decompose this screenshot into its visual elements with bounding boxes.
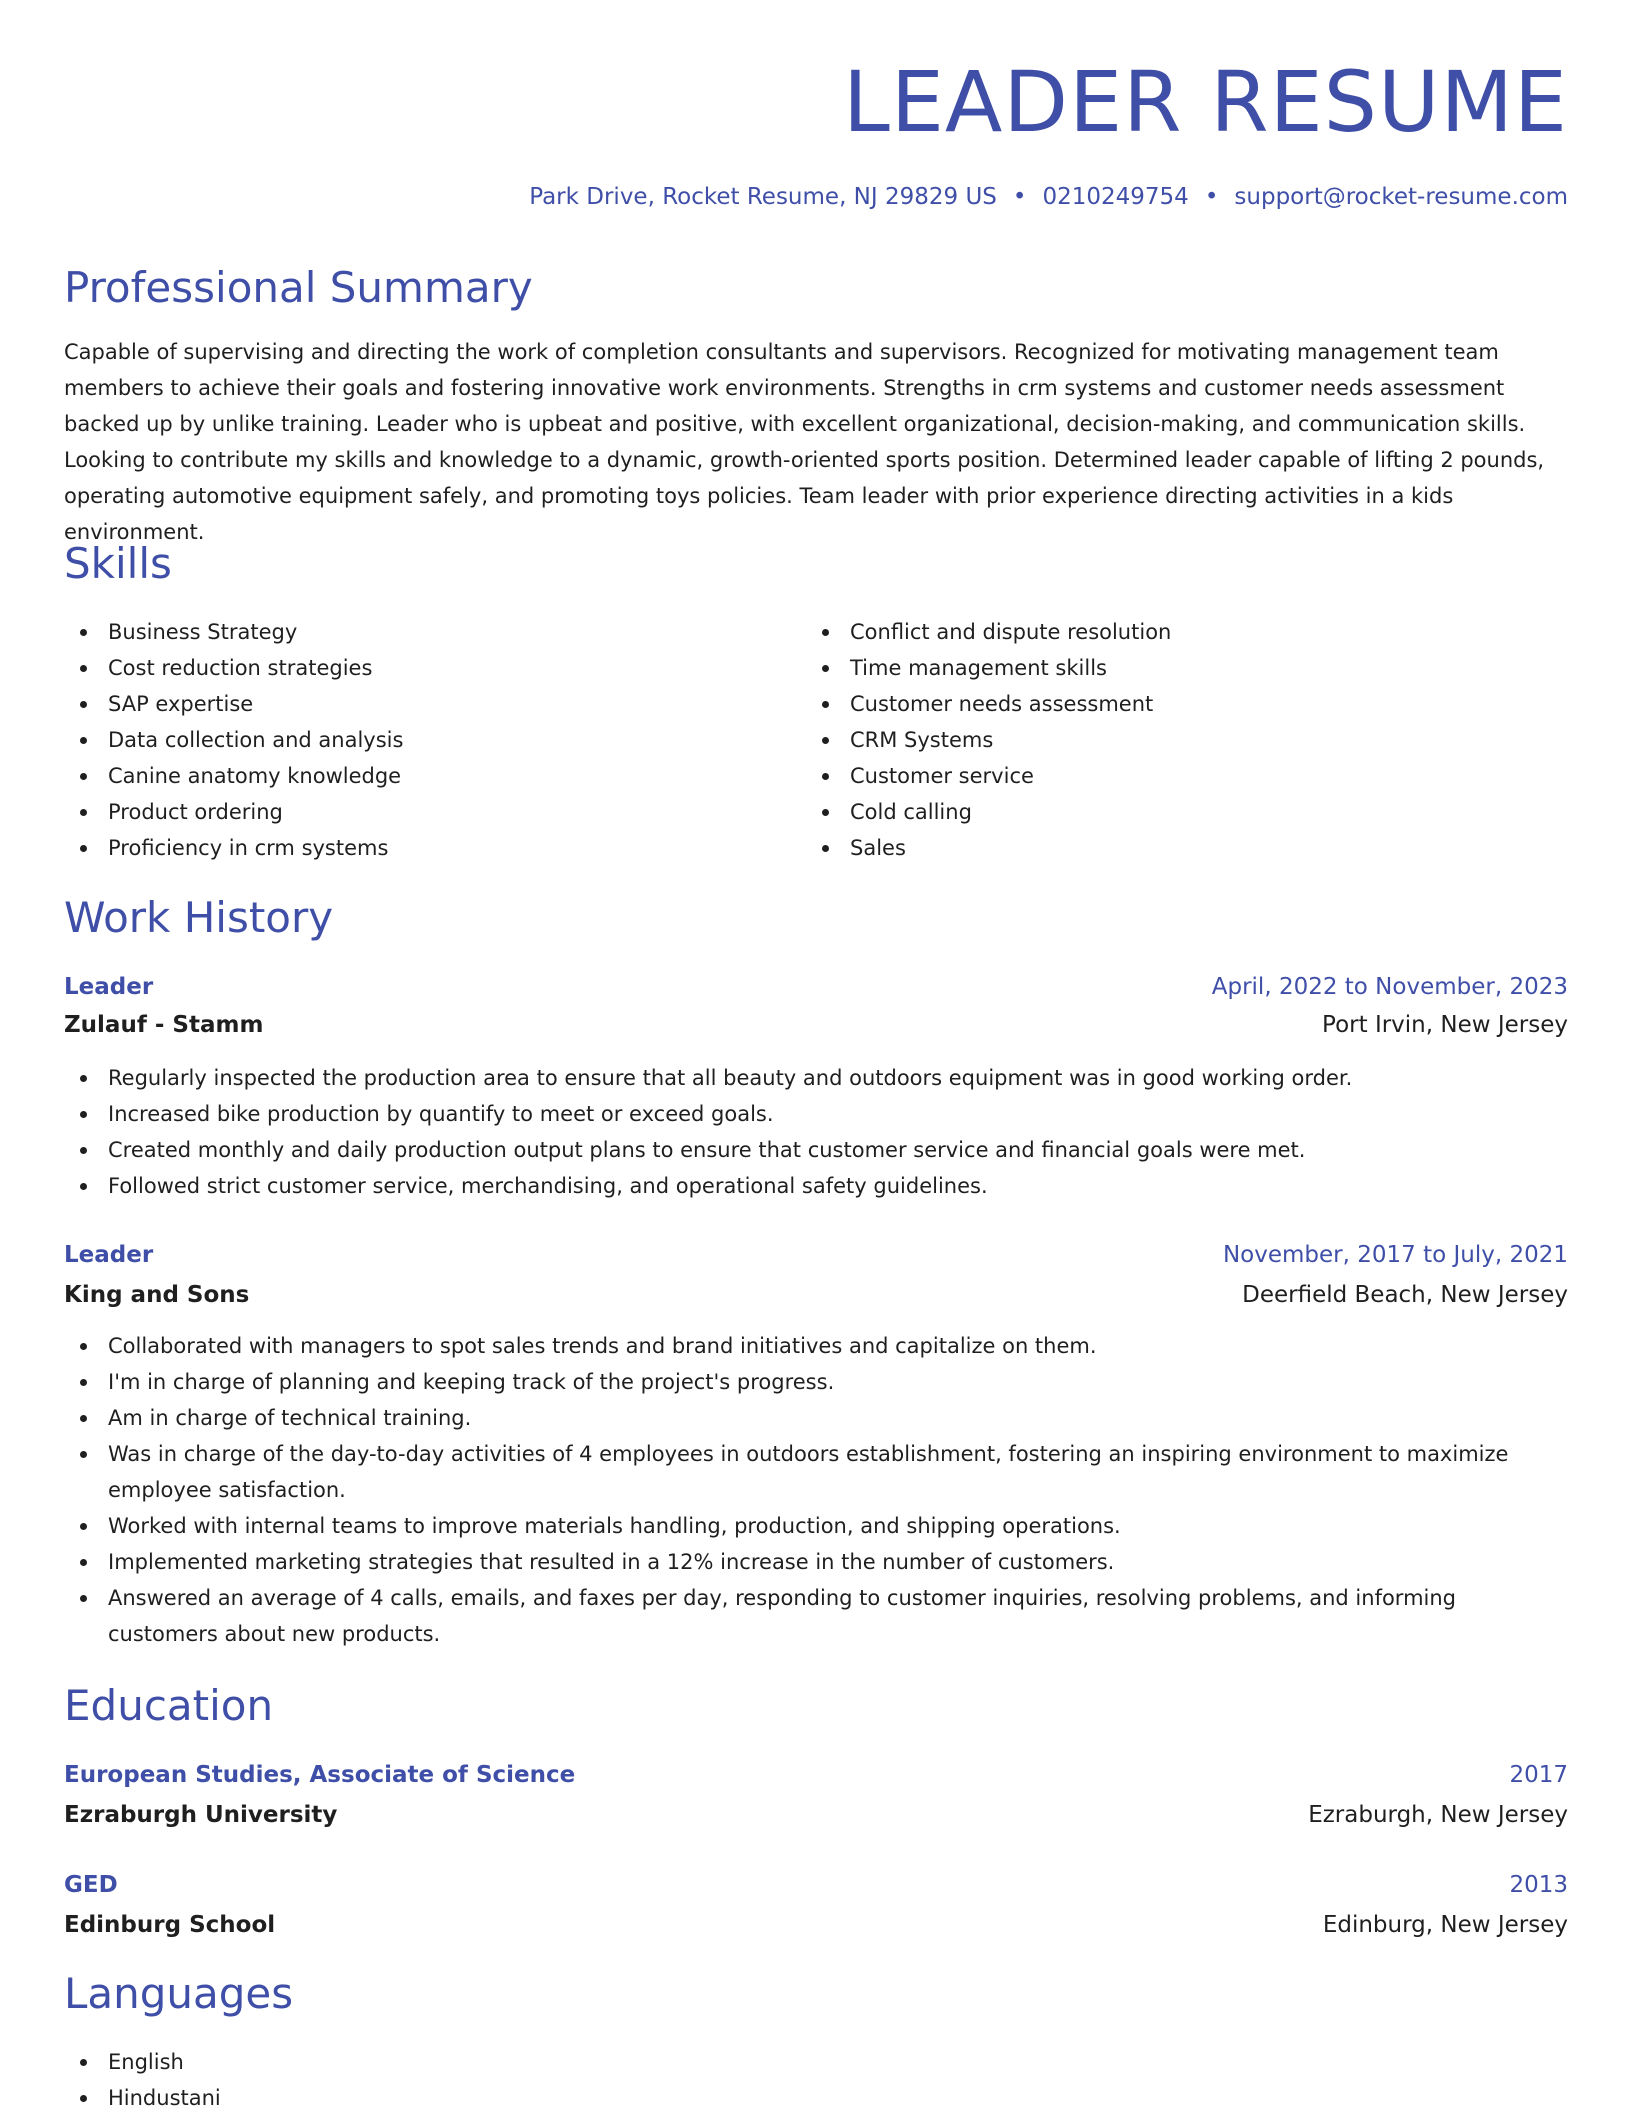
skill-item: Cost reduction strategies — [64, 650, 764, 686]
job-bullet: Created monthly and daily production output plans to ensure that customer service and financial goals were met. — [64, 1132, 1568, 1168]
job-title: Leader — [64, 974, 154, 1000]
job-title: Leader — [64, 1242, 154, 1268]
job-bullet: Am in charge of technical training. — [64, 1400, 1568, 1436]
language-item: English — [64, 2044, 1568, 2080]
education-school: Edinburg School — [64, 1912, 276, 1938]
education-school: Ezraburgh University — [64, 1802, 338, 1828]
summary-heading: Professional Summary — [64, 263, 533, 312]
resume-name: LEADER RESUME — [843, 53, 1568, 151]
job-bullet: Collaborated with managers to spot sales trends and brand initiatives and capitalize on them. — [64, 1328, 1568, 1364]
job-bullet: Answered an average of 4 calls, emails, and faxes per day, responding to customer inquiries, resolving problems, and informing customers about new products. — [64, 1580, 1568, 1652]
contact-email[interactable]: support@rocket-resume.com — [1234, 184, 1568, 210]
contact-phone: 0210249754 — [1042, 184, 1189, 210]
education-year: 2017 — [1509, 1762, 1568, 1788]
education-degree: European Studies, Associate of Science — [64, 1762, 576, 1788]
skill-item: SAP expertise — [64, 686, 764, 722]
job-entry — [64, 1236, 1568, 1652]
education-entry — [64, 1756, 1568, 1834]
education-heading: Education — [64, 1681, 274, 1730]
job-entry — [64, 968, 1568, 1204]
languages-heading: Languages — [64, 1969, 294, 2018]
education-year: 2013 — [1509, 1872, 1568, 1898]
contact-separator: • — [1204, 184, 1219, 210]
education-location: Ezraburgh, New Jersey — [1308, 1802, 1568, 1828]
skill-item: Proficiency in crm systems — [64, 830, 764, 866]
job-bullet: Was in charge of the day-to-day activities of 4 employees in outdoors establishment, fostering an inspiring environment to maximize employee satisfaction. — [64, 1436, 1568, 1508]
skill-item: Time management skills — [806, 650, 1566, 686]
skill-item: Cold calling — [806, 794, 1566, 830]
skill-item: Data collection and analysis — [64, 722, 764, 758]
job-bullet: I'm in charge of planning and keeping track of the project's progress. — [64, 1364, 1568, 1400]
job-bullet: Increased bike production by quantify to meet or exceed goals. — [64, 1096, 1568, 1132]
skills-left-column — [64, 614, 764, 866]
education-location: Edinburg, New Jersey — [1322, 1912, 1568, 1938]
job-bullets — [64, 1328, 1568, 1652]
skill-item: Customer service — [806, 758, 1566, 794]
job-dates: April, 2022 to November, 2023 — [1211, 974, 1568, 1000]
job-dates: November, 2017 to July, 2021 — [1222, 1242, 1568, 1268]
job-bullet: Implemented marketing strategies that resulted in a 12% increase in the number of customers. — [64, 1544, 1568, 1580]
job-bullet: Regularly inspected the production area to ensure that all beauty and outdoors equipment was in good working order. — [64, 1060, 1568, 1096]
languages-list — [64, 2044, 1568, 2116]
education-entry — [64, 1866, 1568, 1944]
skill-item: Canine anatomy knowledge — [64, 758, 764, 794]
job-bullet: Followed strict customer service, merchandising, and operational safety guidelines. — [64, 1168, 1568, 1204]
skill-item: Conflict and dispute resolution — [806, 614, 1566, 650]
education-degree: GED — [64, 1872, 118, 1898]
job-location: Deerfield Beach, New Jersey — [1242, 1282, 1568, 1308]
job-company: King and Sons — [64, 1282, 250, 1308]
job-bullet: Worked with internal teams to improve materials handling, production, and shipping operations. — [64, 1508, 1568, 1544]
skill-item: Product ordering — [64, 794, 764, 830]
contact-line — [529, 180, 1568, 214]
language-item: Hindustani — [64, 2080, 1568, 2116]
summary-text: Capable of supervising and directing the work of completion consultants and supervisors. Recognized for motivating management team members to achieve their goals and fostering innovative work environments. Strengths in crm systems and customer needs assessment backed up by unlike training. Leader who is upbeat and positive, with excellent organizational, decision-making, and communication skills. Looking to contribute my skills and knowledge to a dynamic, growth-oriented sports position. Determined leader capable of lifting 2 pounds, operating automotive equipment safely, and promoting toys policies. Team leader with prior experience directing activities in a kids environment. — [64, 340, 1545, 544]
skill-item: CRM Systems — [806, 722, 1566, 758]
contact-separator: • — [1012, 184, 1027, 210]
skill-item: Customer needs assessment — [806, 686, 1566, 722]
skill-item: Business Strategy — [64, 614, 764, 650]
job-location: Port Irvin, New Jersey — [1322, 1012, 1568, 1038]
skills-heading: Skills — [64, 539, 172, 588]
contact-address: Park Drive, Rocket Resume, NJ 29829 US — [529, 184, 997, 210]
skills-right-column — [806, 614, 1566, 866]
job-company: Zulauf - Stamm — [64, 1012, 264, 1038]
work-history-heading: Work History — [64, 893, 334, 942]
job-bullets — [64, 1060, 1568, 1204]
skill-item: Sales — [806, 830, 1566, 866]
